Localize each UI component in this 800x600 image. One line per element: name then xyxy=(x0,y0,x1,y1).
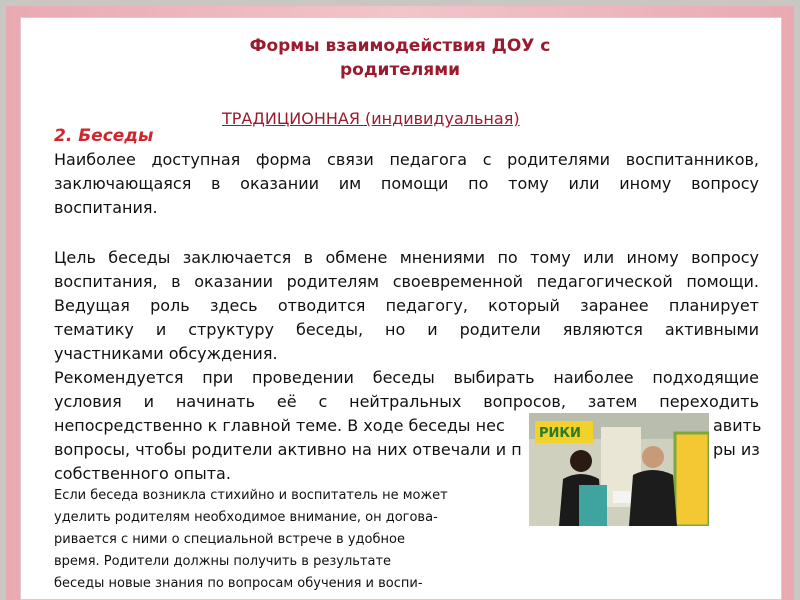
body-line: Рекомендуется при проведении беседы выбирать наиболее подходящие xyxy=(54,368,759,387)
body-line: заключающаяся в оказании им помощи по тому или иному вопросу xyxy=(54,174,759,193)
body-line: Ведущая роль здесь отводится педагогу, который заранее планирует xyxy=(54,296,759,315)
photo-woman-apron xyxy=(579,485,607,526)
note-line: ривается с ними о специальной встрече в удобное xyxy=(54,532,405,547)
slide-subtitle xyxy=(222,108,520,130)
note-line: уделить родителям необходимое внимание, он догова- xyxy=(54,510,438,525)
subtitle-kind: (индивидуальная) xyxy=(359,109,520,128)
body-line: Цель беседы заключается в обмене мнениями по тому или иному вопросу xyxy=(54,248,759,267)
note-line: время. Родители должны получить в результате xyxy=(54,554,392,569)
subtitle-type: ТРАДИЦИОННАЯ xyxy=(222,109,360,128)
photo-teacher-parent-meeting xyxy=(529,413,709,526)
note-line: Если беседа возникла стихийно и воспитатель не может xyxy=(54,488,448,503)
photo-illustration xyxy=(529,413,709,526)
body-line: Наиболее доступная форма связи педагога с родителями воспитанников, xyxy=(54,150,759,169)
photo-paper xyxy=(613,491,631,503)
section-heading: 2. Беседы xyxy=(54,126,154,146)
photo-woman-head xyxy=(570,450,592,472)
body-line: воспитания, в оказании родителям своевременной педагогической помощи. xyxy=(54,272,759,291)
body-line-tail: авить xyxy=(713,416,762,435)
note-line: беседы новые знания по вопросам обучения и воспи- xyxy=(54,576,423,591)
body-line: условия и начинать её с нейтральных вопросов, затем переходить xyxy=(54,392,759,411)
slide-title-line-2: родителями xyxy=(339,60,461,80)
body-line: воспитания. xyxy=(54,198,158,217)
body-line: участниками обсуждения. xyxy=(54,344,278,363)
slide-title-line-1: Формы взаимодействия ДОУ с xyxy=(249,36,551,56)
photo-man-body xyxy=(629,470,677,526)
photo-sign-text: РИКИ xyxy=(539,426,581,441)
photo-man-head xyxy=(642,446,664,468)
body-line-tail: ры из xyxy=(713,440,760,459)
photo-locker xyxy=(675,433,709,526)
body-line: непосредственно к главной теме. В ходе беседы нес xyxy=(54,416,505,435)
body-line: собственного опыта. xyxy=(54,464,231,483)
body-line: вопросы, чтобы родители активно на них отвечали и п xyxy=(54,440,522,459)
body-line: тематику и структуру беседы, но и родители являются активными xyxy=(54,320,759,339)
